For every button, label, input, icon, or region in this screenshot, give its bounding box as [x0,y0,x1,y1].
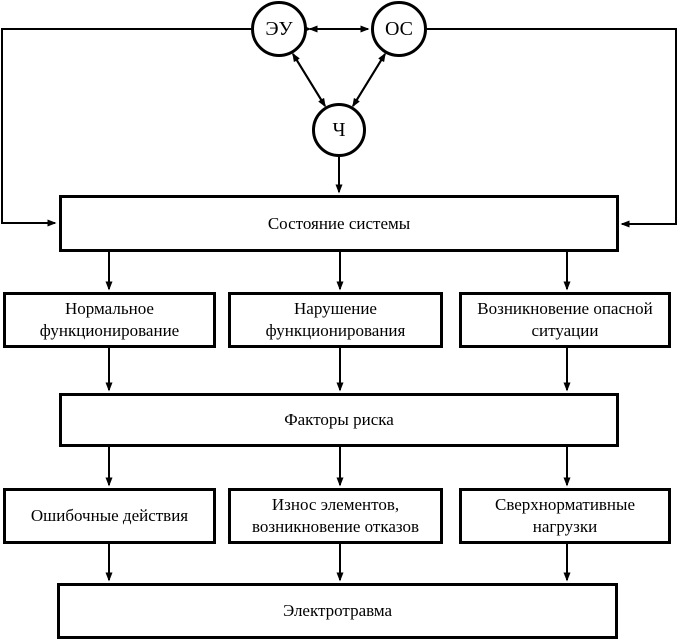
node-eu-label: ЭУ [265,17,293,40]
edge-ch-os [353,54,385,106]
node-eu-circle [251,1,307,57]
node-risk-factors [59,393,619,447]
node-ch-label: Ч [332,118,346,141]
node-ch-circle [312,103,366,157]
node-risk-factors-label: Факторы риска [284,410,394,430]
node-dangerous-situation-label: Возникновение опасной ситуации [477,299,653,340]
node-os-label: ОС [384,17,414,40]
node-electric-injury-label: Электротравма [282,601,393,621]
node-erroneous-actions [3,488,216,544]
node-system-state-label: Состояние системы [267,213,411,233]
node-dangerous-situation [459,292,671,348]
edge-os-ch [353,54,385,106]
node-wear-failures [228,488,443,544]
node-function-violation-label: Нарушение функционирования [265,299,406,340]
node-normal-function-label: Нормальное функционирование [39,299,180,340]
node-excess-loads [459,488,671,544]
node-excess-loads-label: Сверхнормативные нагрузки [494,495,636,536]
node-normal-function [3,292,216,348]
node-os-circle [371,1,427,57]
edge-left-feedback [2,29,251,223]
node-system-state [59,195,619,252]
node-function-violation [228,292,443,348]
edge-eu-ch [293,54,325,106]
node-erroneous-actions-label: Ошибочные действия [30,506,189,526]
edge-ch-eu [293,54,325,106]
node-electric-injury [57,583,618,639]
node-wear-failures-label: Износ элементов, возникновение отказов [251,495,420,536]
